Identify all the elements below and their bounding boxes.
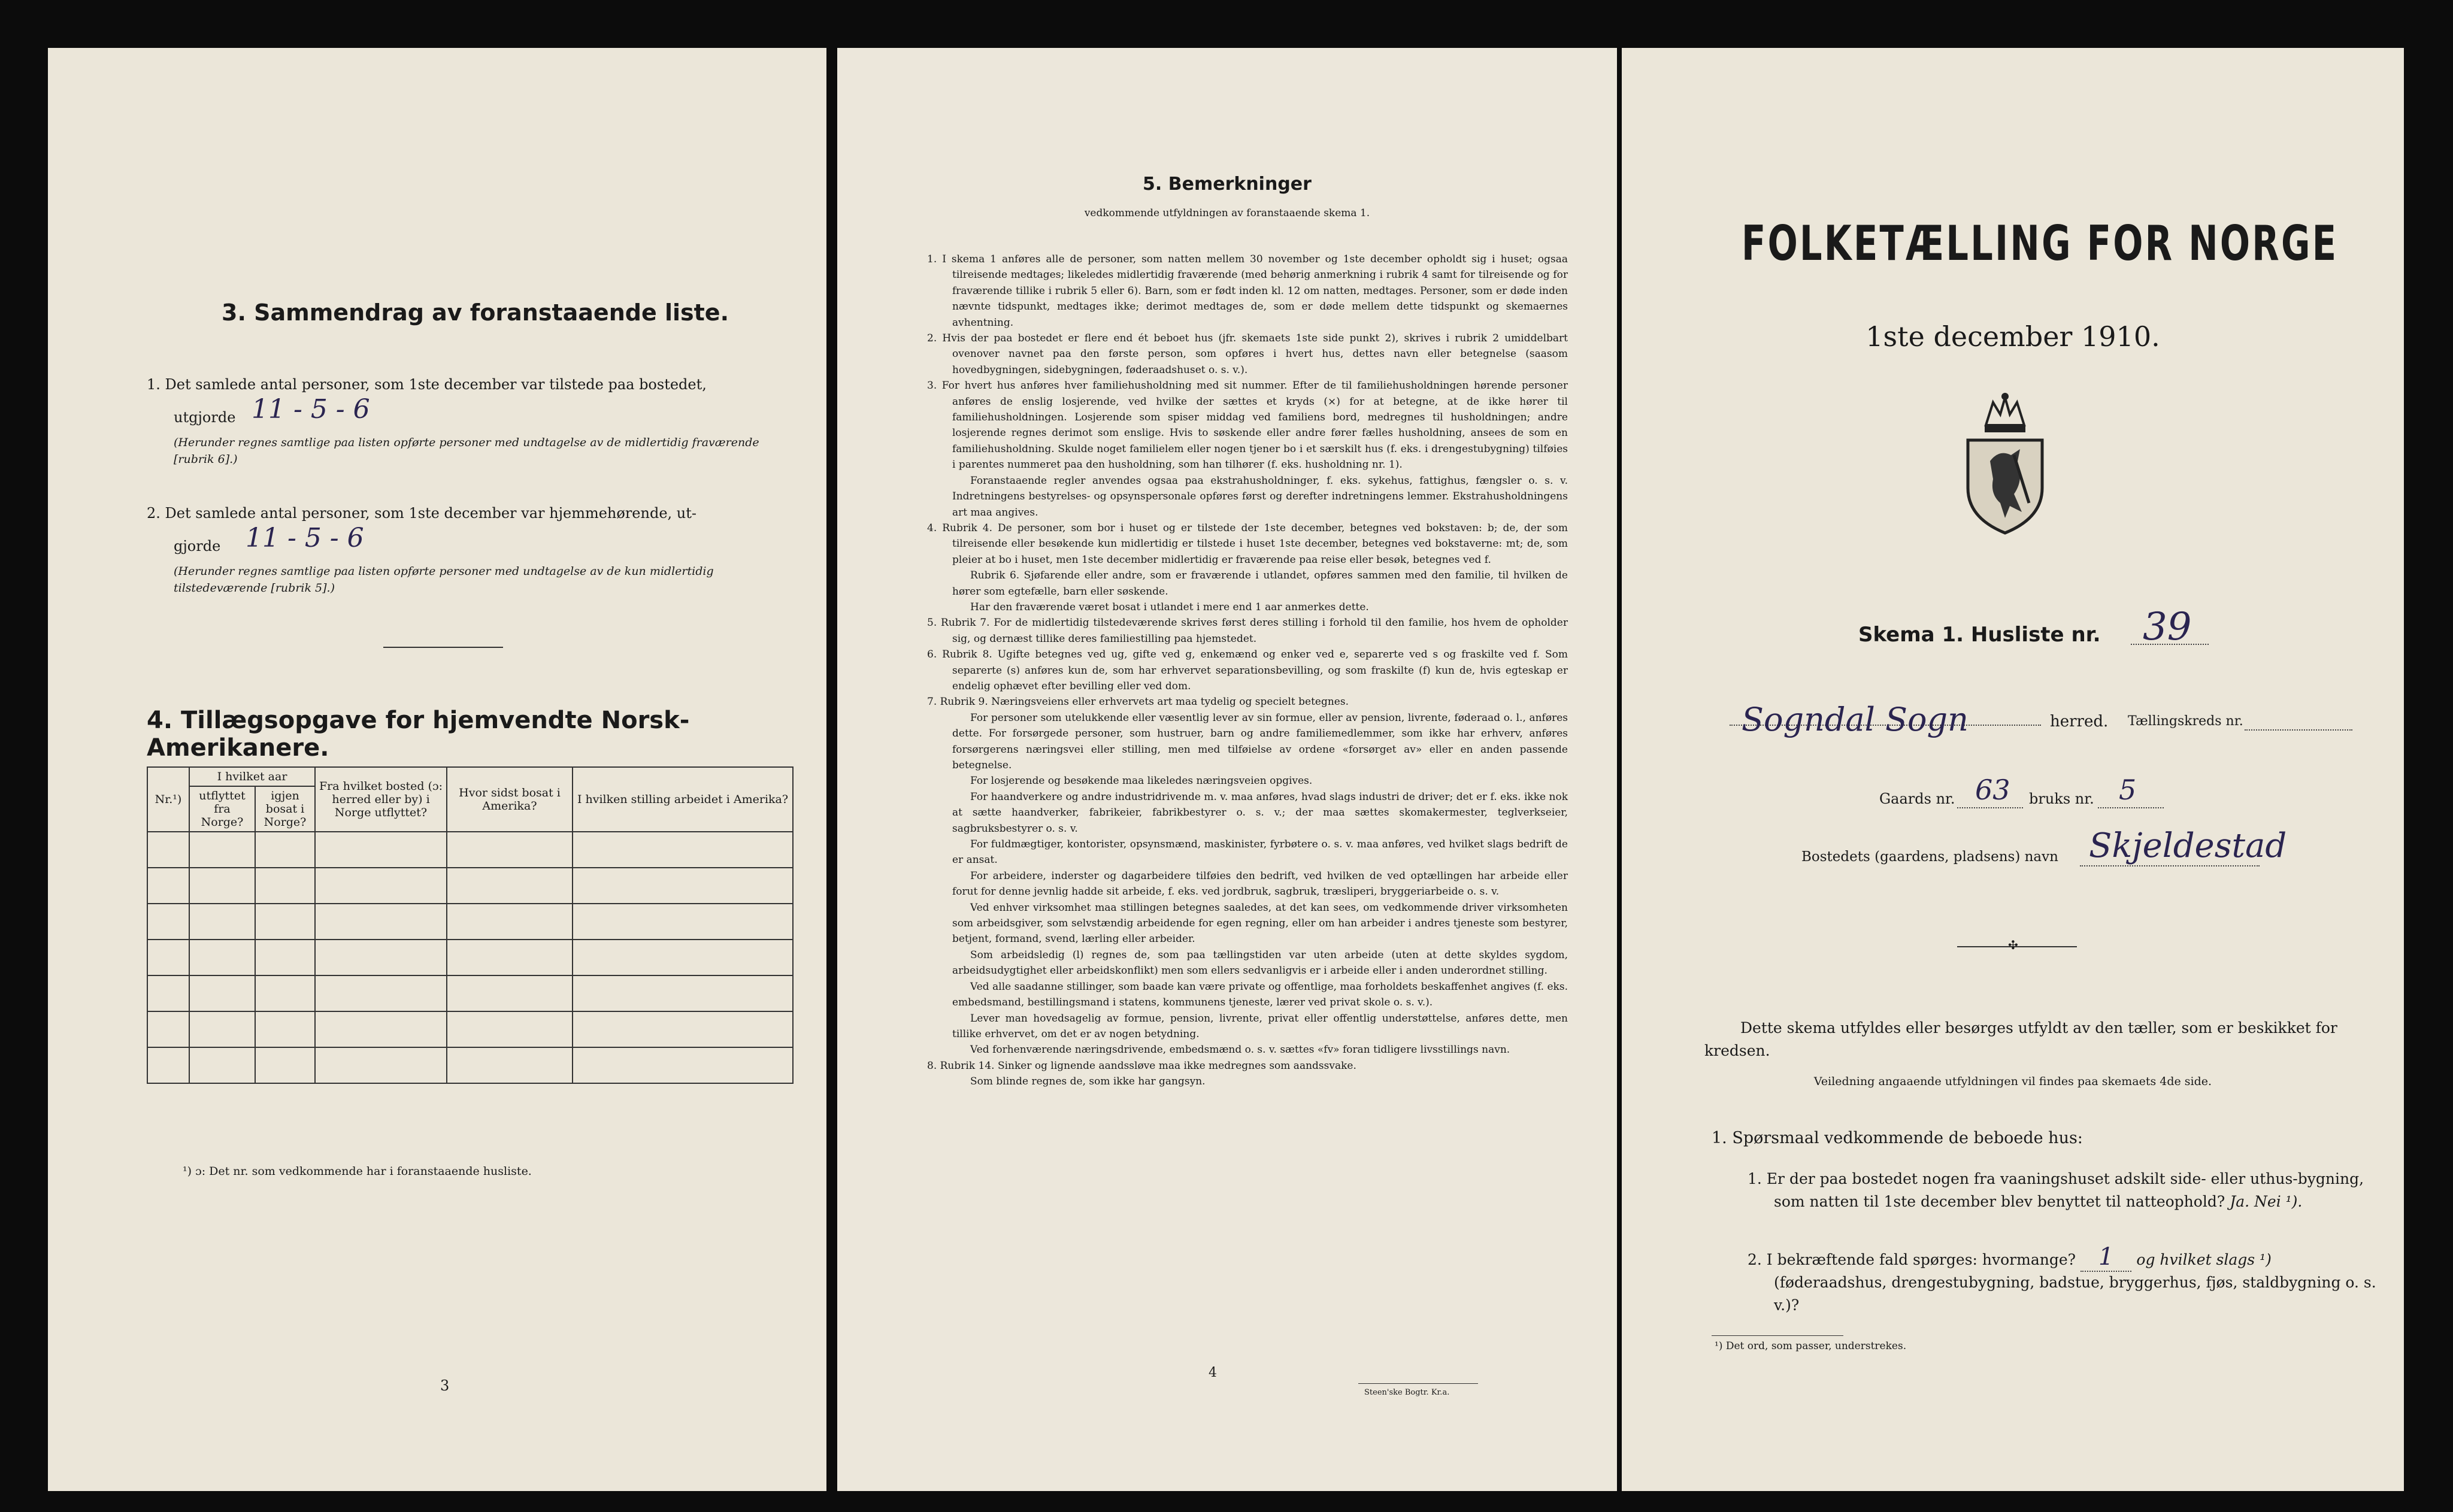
- table-footnote: ¹) ɔ: Det nr. som vedkommende har i foranstaaende husliste.: [183, 1165, 532, 1178]
- question-1: 1. Er der paa bostedet nogen fra vaaningshuset adskilt side- eller uthus-bygning, som natten til 1ste december blev benyttet til natteophold? Ja. Nei ¹).: [1748, 1170, 2364, 1210]
- question-2-options: (føderaadshus, drengestubygning, badstue, bryggerhus, fjøs, staldbygning o. s. v.)?: [1774, 1274, 2376, 1314]
- bosted-value[interactable]: Skjeldestad: [2089, 826, 2287, 865]
- intro-text: Dette skema utfyldes eller besørges utfyldt av den tæller, som er beskikket for kredsen.: [1704, 1019, 2337, 1059]
- gaards-value[interactable]: 63: [1975, 774, 2010, 806]
- gaards-label: Gaards nr.: [1879, 790, 1955, 807]
- remark-paragraph: Som blinde regnes de, som ikke har gangsyn.: [970, 1075, 1206, 1088]
- questions-heading: 1. Spørsmaal vedkommende de beboede hus:: [1712, 1129, 2083, 1147]
- remark-paragraph: 3. For hvert hus anføres hver familiehusholdning med sit nummer. Efter de til familiehusholdningen hørende personer anføres de enslig losjerende, ved hvilke der sættes et kryds (×) for at betegne, at de ikke hører til familiehusholdningen. Losjerende som spiser middag ved familiens bord, medregnes til husholdningen; andre losjerende regnes derimot som enslige. Hvis to søskende eller andre fører fælles husholdning, ansees de som en familiehusholdning. Skulde noget familielem eller nogen tjener bo i et særskilt hus (f. eks. i drengestubygning) tilføies i parentes nummeret paa den husholdning, som han tilhører (f. eks. husholdning nr. 1).: [927, 380, 1568, 471]
- remark-paragraph: For haandverkere og andre industridrivende m. v. maa anføres, hvad slags industri de driver; det er f. eks. ikke nok at sætte haandverker, fabrikeier, fabrikbestyrer o. s. v.; der maa sættes skomakermester, teglverkseier, sagbruksbestyrer o. s. v.: [952, 790, 1568, 835]
- summary-item-1-note: (Herunder regnes samtlige paa listen opførte personer med undtagelse av de midlertidig fraværende [rubrik 6].): [174, 436, 759, 466]
- section-4-title: 4. Tillægsopgave for hjemvendte Norsk-Amerikanere.: [147, 707, 690, 762]
- section-3-title: 3. Sammendrag av foranstaaende liste.: [222, 299, 729, 326]
- remark-paragraph: 7. Rubrik 9. Næringsveiens eller erhvervets art maa tydelig og specielt betegnes.: [927, 696, 1349, 708]
- question-2-count[interactable]: 1: [2080, 1243, 2131, 1272]
- ornament-icon: ✣: [2008, 938, 2018, 952]
- remark-paragraph: For losjerende og besøkende maa likeledes næringsveien opgives.: [970, 775, 1313, 787]
- table-row: [147, 832, 793, 868]
- kreds-label: Tællingskreds nr.: [2128, 714, 2243, 729]
- remark-paragraph: Har den fraværende været bosat i utlandet i mere end 1 aar anmerkes dette.: [970, 601, 1369, 613]
- printer-mark: Steen'ske Bogtr. Kr.a.: [1364, 1388, 1450, 1397]
- remark-paragraph: For arbeidere, inderster og dagarbeidere tilføies den bedrift, ved hvilken de ved optællingen har arbeide eller forut for denne jevnlig hadde sit arbeide, f. eks. ved jordbruk, sagbruk, træsliperi, bryggeriarbeide o. s. v.: [952, 869, 1568, 898]
- table-row: [147, 940, 793, 975]
- footnote: ¹) Det ord, som passer, understrekes.: [1715, 1340, 1907, 1352]
- col-nr: Nr.¹): [147, 767, 189, 832]
- summary-item-2-value[interactable]: 11 - 5 - 6: [246, 523, 364, 553]
- remark-paragraph: Som arbeidsledig (l) regnes de, som paa tællingstiden var uten arbeide (uten at dette skyldes sygdom, arbeidsudygtighet eller arbeidskonflikt) men som ellers sedvanligvis er i arbeide eller i anden underordnet stilling.: [952, 949, 1568, 977]
- right-page: [1622, 48, 2404, 1491]
- bruks-value[interactable]: 5: [2119, 774, 2137, 806]
- remarks-title: 5. Bemerkninger: [1143, 174, 1312, 195]
- remark-paragraph: Lever man hovedsagelig av formue, pension, livrente, privat eller offentlig understøttelse, anføres dette, men tillike erhvervet, om det er av nogen betydning.: [952, 1012, 1568, 1040]
- remark-paragraph: For personer som utelukkende eller væsentlig lever av sin formue, eller av pension, livrente, føderaad o. l., anføres dette. For forsørgede personer, som hustruer, barn og andre familiemedlemmer, som ikke har erhverv, anføres forsørgerens næringsvei eller stilling, men med tilføielse av ordene «forsørget av» eller en anden passende betegnelse.: [952, 711, 1568, 771]
- remark-paragraph: 5. Rubrik 7. For de midlertidig tilstedeværende skrives først deres stilling i forhold til den familie, hos hvem de opholder sig, og dernæst tillike deres familiestilling paa hjemstedet.: [927, 617, 1568, 645]
- col-group-year: I hvilket aar: [189, 767, 315, 786]
- coat-of-arms-icon: [1957, 389, 2053, 539]
- col-returned: igjen bosat i Norge?: [255, 786, 315, 832]
- remark-paragraph: 6. Rubrik 8. Ugifte betegnes ved ug, gifte ved g, enkemænd og enker ved e, separerte ved s og fraskilte ved f. Som separerte (s) anføres kun de, som har erhvervet separationsbevilling, og som fraskilte (f) kun de, hvis egteskap er endelig ophævet efter bevilling eller ved dom.: [927, 649, 1568, 692]
- table-row: [147, 904, 793, 940]
- remarks-list: [927, 252, 1568, 1090]
- norsk-amerikanere-table: [147, 766, 794, 1084]
- summary-item-2-note: (Herunder regnes samtlige paa listen opførte personer med undtagelse av de kun midlertidig tilstedeværende [rubrik 5].): [174, 565, 714, 595]
- remark-paragraph: 1. I skema 1 anføres alle de personer, som natten mellem 30 november og 1ste december opholdt sig i huset; ogsaa tilreisende medtages; likeledes midlertidig fraværende (med behørig anmerkning i rubrik 4 samt for tilreisende og for fraværende tillike i rubrik 5 eller 6). Barn, som er født inden kl. 12 om natten, medtages. Personer, som er døde inden nævnte tidspunkt, medtages ikke; derimot medtages de, som er døde mellem dette tidspunkt og skemaernes avhentning.: [927, 253, 1568, 329]
- summary-item-1: 1. Det samlede antal personer, som 1ste december var tilstede paa bostedet,: [147, 376, 707, 393]
- col-from-place: Fra hvilket bosted (ɔ: herred eller by) i Norge utflyttet?: [315, 767, 447, 832]
- husliste-nr-value[interactable]: 39: [2143, 605, 2192, 649]
- guidance-text: Veiledning angaaende utfyldningen vil findes paa skemaets 4de side.: [1813, 1075, 2212, 1088]
- remark-paragraph: Foranstaaende regler anvendes ogsaa paa ekstrahusholdninger, f. eks. sykehus, fattighus, fængsler o. s. v. Indretningens bestyrelses- og opsynspersonale opføres først og derefter indretningens lemmer. Ekstrahusholdningens art maa angives.: [952, 474, 1568, 519]
- summary-item-1-prefix: utgjorde: [174, 409, 236, 426]
- summary-item-2: 2. Det samlede antal personer, som 1ste december var hjemmehørende, ut-: [147, 505, 696, 522]
- herred-label: herred.: [2050, 713, 2109, 731]
- remark-paragraph: 4. Rubrik 4. De personer, som bor i huset og er tilstede der 1ste december, betegnes ved bokstaven: b; de, der som tilreisende eller besøkende kun midlertidig er tilstede i huset 1ste december, betegnes ved bokstaverne: mt; de, som pleier at bo i huset, men 1ste december midlertidig er fraværende paa reise eller besøk, betegnes ved f.: [927, 522, 1568, 566]
- table-row: [147, 1011, 793, 1047]
- table-row: [147, 868, 793, 904]
- remark-paragraph: Rubrik 6. Sjøfarende eller andre, som er fraværende i utlandet, opføres sammen med den familie, til hvilken de hører som egtefælle, barn eller søskende.: [952, 569, 1568, 598]
- table-row: [147, 975, 793, 1011]
- printer-rule: [1358, 1383, 1478, 1384]
- col-occupation: I hvilken stilling arbeidet i Amerika?: [573, 767, 793, 832]
- page-number: 4: [1209, 1365, 1217, 1380]
- page-number: 3: [440, 1377, 450, 1394]
- table-row: [147, 1047, 793, 1083]
- remark-paragraph: Ved alle saadanne stillinger, som baade kan være private og offentlige, maa forholdets beskaffenhet angives (f. eks. embedsmand, bestillingsmand i statens, kommunens tjeneste, lærer ved privat skole o. s. v.).: [952, 980, 1568, 1009]
- remark-paragraph: For fuldmægtiger, kontorister, opsynsmænd, maskinister, fyrbøtere o. s. v. maa anføres, ved hvilket slags bedrift de er ansat.: [952, 838, 1568, 866]
- col-last-place: Hvor sidst bosat i Amerika?: [447, 767, 573, 832]
- remark-paragraph: 8. Rubrik 14. Sinker og lignende aandssløve maa ikke medregnes som aandssvake.: [927, 1059, 1356, 1072]
- divider: [383, 647, 503, 648]
- col-emigrated: utflyttet fra Norge?: [189, 786, 255, 832]
- question-1-answer[interactable]: Ja. Nei ¹).: [2230, 1193, 2303, 1210]
- left-page: [48, 48, 826, 1491]
- summary-item-1-value[interactable]: 11 - 5 - 6: [252, 394, 370, 425]
- main-title: FOLKETÆLLING FOR NORGE: [1742, 216, 2339, 271]
- remark-paragraph: Ved enhver virksomhet maa stillingen betegnes saaledes, at det kan sees, om vedkommende driver virksomheten som arbeidsgiver, som selvstændig arbeidende for egen regning, eller om han arbeider i andres tjeneste som bestyrer, betjent, formand, svend, lærling eller arbeider.: [952, 901, 1568, 946]
- remark-paragraph: 2. Hvis der paa bostedet er flere end ét beboet hus (jfr. skemaets 1ste side punkt 2), skrives i rubrik 2 umiddelbart ovenover navnet paa den første person, som opføres i hvert hus, dettes navn eller betegnelse (saasom hovedbygningen, sidebygningen, føderaadshuset o. s. v.).: [927, 332, 1568, 376]
- herred-value[interactable]: Sogndal Sogn: [1742, 701, 1969, 738]
- bruks-label: bruks nr.: [2029, 790, 2094, 807]
- census-date: 1ste december 1910.: [1866, 320, 2160, 353]
- summary-item-2-prefix: gjorde: [174, 538, 221, 554]
- remark-paragraph: Ved forhenværende næringsdrivende, embedsmænd o. s. v. sættes «fv» foran tidligere livsstillings navn.: [970, 1044, 1510, 1056]
- bosted-label: Bostedets (gaardens, pladsens) navn: [1801, 849, 2058, 865]
- schema-label: Skema 1. Husliste nr.: [1858, 623, 2101, 647]
- question-2: 2. I bekræftende fald spørges: hvormange? 1 og hvilket slags ¹) (føderaadshus, drengestubygning, badstue, bryggerhus, fjøs, staldbygning o. s. v.)?: [1748, 1243, 2376, 1314]
- middle-page: [837, 48, 1617, 1491]
- remarks-subtitle: vedkommende utfyldningen av foranstaaende skema 1.: [1084, 207, 1370, 219]
